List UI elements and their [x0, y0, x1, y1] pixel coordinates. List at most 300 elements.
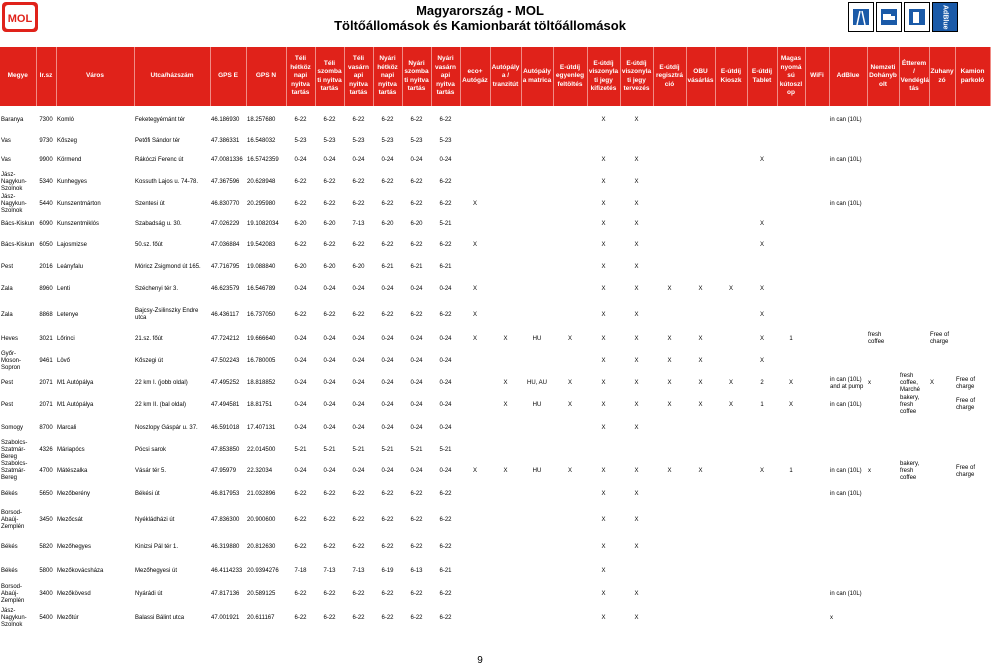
- table-cell: M1 Autópálya: [57, 401, 94, 408]
- table-cell: X: [759, 241, 764, 248]
- table-cell: Free of charge: [956, 464, 976, 478]
- road-icon: [848, 2, 874, 32]
- table-cell: 0-24: [381, 357, 394, 364]
- page-subtitle: Töltőállomások és Kamionbarát töltőállomások: [334, 18, 626, 33]
- table-cell: 0-24: [352, 357, 365, 364]
- table-cell: [899, 506, 929, 534]
- table-cell: 6-22: [381, 543, 394, 550]
- table-cell: 47.0081336: [211, 156, 243, 163]
- table-cell: 21.sz. főút: [135, 335, 163, 342]
- table-cell: 18.257680: [247, 116, 276, 123]
- table-cell: [929, 215, 955, 233]
- table-cell: 6-22: [352, 490, 365, 497]
- column-header: Utca/házszám: [134, 47, 210, 106]
- table-cell: [553, 582, 587, 606]
- table-cell: in can (10L): [830, 116, 862, 123]
- table-cell: [521, 134, 553, 148]
- table-cell: 0-24: [352, 468, 365, 474]
- table-cell: [955, 329, 990, 349]
- table-cell: X: [601, 543, 606, 550]
- table-cell: X: [472, 335, 477, 342]
- table-cell: [715, 506, 747, 534]
- table-cell: X: [567, 380, 572, 386]
- table-row: [0, 172, 990, 193]
- table-cell: 0-24: [323, 357, 336, 364]
- table-cell: [653, 534, 686, 560]
- table-cell: 9461: [39, 357, 53, 364]
- table-cell: [805, 482, 829, 506]
- fuel-pump-icon: [904, 2, 930, 32]
- table-cell: 20.900600: [247, 516, 276, 523]
- table-cell: [490, 172, 521, 193]
- table-cell: 0-24: [381, 468, 394, 474]
- table-cell: 6-22: [381, 241, 394, 248]
- column-header: AdBlue: [829, 47, 867, 106]
- table-cell: [867, 301, 899, 329]
- table-cell: X: [634, 401, 639, 408]
- table-cell: [867, 134, 899, 148]
- table-cell: [777, 215, 805, 233]
- table-cell: [653, 106, 686, 134]
- table-cell: X: [728, 380, 733, 386]
- table-cell: [867, 233, 899, 257]
- header-icons: [848, 2, 958, 32]
- table-cell: 6-22: [439, 516, 452, 523]
- column-header: GPS N: [246, 47, 286, 106]
- column-header: Kamion parkoló: [955, 47, 990, 106]
- table-cell: [460, 257, 490, 277]
- table-cell: 6-22: [439, 241, 452, 248]
- table-cell: [521, 277, 553, 301]
- table-cell: 6-22: [323, 590, 336, 597]
- table-cell: [867, 172, 899, 193]
- table-cell: 6-22: [352, 516, 365, 523]
- table-cell: 5-23: [439, 137, 452, 144]
- table-cell: 47.495252: [211, 380, 240, 386]
- table-cell: Zala: [1, 311, 13, 318]
- table-cell: 5-21: [439, 447, 452, 453]
- column-header: Téli vasárn api nyitva tartás: [344, 47, 373, 106]
- table-cell: Mezőkövesd: [57, 590, 91, 597]
- table-row: [0, 506, 990, 534]
- column-header: GPS E: [210, 47, 246, 106]
- table-cell: 47.836300: [211, 516, 240, 523]
- table-cell: 6-22: [352, 200, 365, 207]
- table-cell: 0-24: [439, 401, 452, 408]
- table-cell: [805, 106, 829, 134]
- table-cell: [867, 215, 899, 233]
- table-cell: X: [601, 335, 606, 342]
- table-cell: [686, 193, 715, 215]
- table-cell: [829, 329, 867, 349]
- table-cell: 6-22: [323, 179, 336, 185]
- table-cell: 47.853850: [211, 447, 240, 453]
- table-cell: Marcali: [57, 424, 77, 431]
- column-header: Nemzeti Dohányb olt: [867, 47, 899, 106]
- table-cell: 3021: [39, 335, 53, 342]
- table-cell: Kunhegyes: [57, 179, 88, 185]
- table-cell: 0-24: [294, 401, 307, 408]
- table-cell: X: [634, 468, 639, 474]
- table-cell: Borsod-Abaúj-Zemplén: [1, 583, 25, 604]
- table-row: [0, 482, 990, 506]
- table-cell: 5-21: [410, 447, 423, 453]
- table-cell: [955, 233, 990, 257]
- table-cell: 6-22: [323, 516, 336, 523]
- table-cell: 20.628948: [247, 179, 276, 185]
- table-cell: in can (10L) and at pump: [830, 376, 864, 390]
- table-cell: bakery, fresh coffee: [900, 394, 920, 415]
- table-cell: Mezőhegyesi út: [135, 567, 178, 574]
- table-cell: [553, 349, 587, 373]
- table-cell: X: [634, 263, 639, 270]
- table-cell: X: [601, 490, 606, 497]
- table-cell: 6-22: [323, 241, 336, 248]
- table-cell: [715, 106, 747, 134]
- table-cell: [777, 582, 805, 606]
- table-cell: [899, 534, 929, 560]
- table-cell: 47.716795: [211, 263, 240, 270]
- table-cell: [929, 560, 955, 582]
- table-cell: Körmend: [57, 156, 82, 163]
- table-cell: [777, 301, 805, 329]
- table-cell: [777, 560, 805, 582]
- table-cell: [899, 301, 929, 329]
- table-cell: 6-22: [410, 490, 423, 497]
- table-cell: 0-24: [352, 401, 365, 408]
- table-cell: 6-22: [410, 200, 423, 207]
- table-cell: [460, 394, 490, 416]
- table-cell: 6-22: [294, 116, 307, 123]
- table-cell: [899, 215, 929, 233]
- table-cell: 5-21: [323, 447, 336, 453]
- table-cell: [777, 172, 805, 193]
- table-cell: [521, 506, 553, 534]
- table-cell: [955, 106, 990, 134]
- table-cell: X: [759, 335, 764, 342]
- table-cell: Bács-Kiskun: [1, 220, 35, 227]
- table-cell: X: [634, 116, 639, 123]
- table-cell: Vas: [1, 137, 11, 144]
- table-cell: [955, 277, 990, 301]
- table-row: [0, 329, 990, 349]
- column-header: WiFi: [805, 47, 829, 106]
- table-cell: [460, 416, 490, 440]
- table-cell: [686, 301, 715, 329]
- table-cell: [929, 172, 955, 193]
- table-row: [0, 416, 990, 440]
- table-cell: X: [634, 156, 639, 163]
- table-cell: Komló: [57, 116, 75, 123]
- table-cell: [715, 134, 747, 148]
- table-cell: [829, 349, 867, 373]
- table-cell: 47.026229: [211, 220, 240, 227]
- table-cell: 46.591018: [211, 424, 240, 431]
- table-cell: X: [667, 468, 672, 474]
- table-cell: 47.95979: [211, 468, 237, 474]
- table-cell: [460, 482, 490, 506]
- table-cell: [553, 134, 587, 148]
- table-cell: M1 Autópálya: [57, 380, 94, 386]
- table-cell: X: [567, 335, 572, 342]
- table-cell: [805, 461, 829, 482]
- table-cell: 5800: [39, 567, 53, 574]
- table-cell: Free of charge: [956, 376, 976, 390]
- table-cell: [777, 277, 805, 301]
- table-cell: X: [759, 285, 764, 292]
- table-cell: Lövő: [57, 357, 71, 364]
- table-cell: 0-24: [323, 424, 336, 431]
- table-cell: 46.319880: [211, 543, 240, 550]
- table-cell: Bács-Kiskun: [1, 241, 35, 248]
- table-cell: [747, 534, 777, 560]
- table-cell: 6-22: [410, 241, 423, 248]
- table-cell: 0-24: [410, 468, 423, 474]
- table-cell: Jász-Nagykun-Szolnok: [1, 607, 27, 628]
- table-cell: 0-24: [410, 401, 423, 408]
- table-cell: [686, 506, 715, 534]
- table-cell: 6-20: [323, 220, 336, 227]
- table-cell: [715, 329, 747, 349]
- table-cell: [587, 134, 620, 148]
- table-cell: [460, 440, 490, 461]
- table-cell: [899, 277, 929, 301]
- table-cell: [805, 193, 829, 215]
- table-cell: [460, 506, 490, 534]
- table-cell: [899, 134, 929, 148]
- table-cell: [929, 606, 955, 630]
- table-cell: [715, 582, 747, 606]
- table-cell: X: [698, 401, 703, 408]
- table-cell: [955, 134, 990, 148]
- table-cell: 6-22: [352, 543, 365, 550]
- table-cell: X: [634, 543, 639, 550]
- table-cell: 6-22: [352, 241, 365, 248]
- table-cell: X: [759, 311, 764, 318]
- table-cell: [929, 349, 955, 373]
- table-cell: [829, 257, 867, 277]
- table-cell: 0-24: [439, 468, 452, 474]
- column-header: Megye: [0, 47, 36, 106]
- table-cell: [686, 440, 715, 461]
- table-row: [0, 440, 990, 461]
- table-cell: [553, 106, 587, 134]
- table-cell: 0-24: [323, 285, 336, 292]
- table-row: [0, 233, 990, 257]
- table-cell: 6-22: [352, 311, 365, 318]
- table-cell: [929, 301, 955, 329]
- table-cell: 0-24: [439, 285, 452, 292]
- table-cell: 5-23: [410, 137, 423, 144]
- table-cell: Vas: [1, 156, 11, 163]
- table-cell: [955, 534, 990, 560]
- table-cell: [686, 582, 715, 606]
- table-cell: 0-24: [381, 380, 394, 386]
- table-cell: 6-20: [352, 263, 365, 270]
- table-cell: [686, 215, 715, 233]
- table-cell: [460, 582, 490, 606]
- table-cell: [521, 106, 553, 134]
- table-cell: [829, 233, 867, 257]
- table-cell: Pócsi sarok: [135, 447, 167, 453]
- table-cell: 0-24: [381, 401, 394, 408]
- table-cell: 0-24: [410, 357, 423, 364]
- table-cell: [490, 148, 521, 172]
- table-cell: [955, 148, 990, 172]
- table-cell: 6-22: [410, 543, 423, 550]
- table-cell: 6-22: [410, 590, 423, 597]
- table-cell: [805, 440, 829, 461]
- table-cell: 22 km II. (bal oldal): [135, 401, 187, 408]
- table-cell: [829, 301, 867, 329]
- table-cell: in can (10L): [830, 490, 862, 497]
- table-row: [0, 148, 990, 172]
- table-cell: [929, 582, 955, 606]
- table-cell: 6-19: [381, 567, 394, 574]
- table-cell: [777, 134, 805, 148]
- column-header: Autópály a matrica: [521, 47, 553, 106]
- column-header: Nyári hétköz napi nyitva tartás: [373, 47, 402, 106]
- table-cell: [553, 301, 587, 329]
- table-cell: 8960: [39, 285, 53, 292]
- table-cell: X: [728, 401, 733, 408]
- page-header: [0, 3, 960, 33]
- table-cell: X: [567, 401, 572, 408]
- table-cell: [899, 106, 929, 134]
- table-cell: [867, 394, 899, 416]
- table-cell: [867, 440, 899, 461]
- table-cell: [686, 172, 715, 193]
- table-cell: X: [634, 424, 639, 431]
- table-cell: [929, 506, 955, 534]
- column-header: Téli hétköz napi nyitva tartás: [286, 47, 315, 106]
- table-cell: X: [930, 380, 935, 386]
- table-cell: [867, 193, 899, 215]
- table-cell: X: [601, 401, 606, 408]
- table-cell: X: [728, 285, 733, 292]
- table-cell: 0-24: [323, 401, 336, 408]
- table-cell: 6-20: [294, 220, 307, 227]
- table-row: [0, 134, 990, 148]
- table-cell: 0-24: [352, 335, 365, 342]
- table-cell: 9900: [39, 156, 53, 163]
- table-cell: [490, 416, 521, 440]
- table-cell: Jász-Nagykun-Szolnok: [1, 172, 27, 192]
- table-cell: 6-22: [410, 179, 423, 185]
- table-cell: X: [601, 200, 606, 207]
- table-cell: 6-22: [381, 179, 394, 185]
- table-cell: [715, 215, 747, 233]
- table-cell: [521, 215, 553, 233]
- table-cell: 6-22: [294, 179, 307, 185]
- table-cell: [955, 482, 990, 506]
- table-cell: in can (10L): [830, 200, 862, 207]
- table-cell: [521, 172, 553, 193]
- table-cell: 1: [789, 335, 793, 342]
- table-cell: [929, 257, 955, 277]
- table-cell: [899, 172, 929, 193]
- table-cell: [715, 193, 747, 215]
- column-header: Autópály a / tranzitút: [490, 47, 521, 106]
- table-cell: X: [472, 311, 477, 318]
- table-cell: 0-24: [294, 156, 307, 163]
- table-cell: [490, 606, 521, 630]
- table-cell: [521, 193, 553, 215]
- table-cell: 5820: [39, 543, 53, 550]
- table-cell: 0-24: [294, 285, 307, 292]
- table-cell: [867, 257, 899, 277]
- table-cell: Lajosmizse: [57, 241, 88, 248]
- table-cell: [777, 606, 805, 630]
- table-cell: Győr-Moson-Sopron: [1, 350, 22, 371]
- table-cell: 6-22: [410, 116, 423, 123]
- table-cell: 6-22: [323, 311, 336, 318]
- table-cell: [955, 582, 990, 606]
- table-cell: Lenti: [57, 285, 71, 292]
- table-cell: 47.724212: [211, 335, 240, 342]
- table-cell: 6-22: [410, 614, 423, 621]
- table-cell: 6-22: [352, 116, 365, 123]
- table-cell: 50.sz. főút: [135, 241, 163, 248]
- table-cell: [867, 506, 899, 534]
- table-cell: [747, 106, 777, 134]
- table-cell: [620, 134, 653, 148]
- table-cell: [829, 534, 867, 560]
- table-cell: 0-24: [439, 424, 452, 431]
- table-cell: X: [667, 285, 672, 292]
- column-header: E-útdíj egyenleg feltöltés: [553, 47, 587, 106]
- table-cell: [715, 461, 747, 482]
- table-cell: [715, 560, 747, 582]
- table-cell: 9730: [39, 137, 53, 144]
- table-cell: 46.817953: [211, 490, 240, 497]
- table-cell: 21.032896: [247, 490, 276, 497]
- table-cell: 0-24: [294, 335, 307, 342]
- table-cell: X: [667, 335, 672, 342]
- table-cell: [553, 257, 587, 277]
- table-cell: 6-22: [381, 516, 394, 523]
- table-cell: [653, 301, 686, 329]
- column-header: OBU vásárlás: [686, 47, 715, 106]
- table-cell: [829, 440, 867, 461]
- table-cell: x: [830, 614, 833, 621]
- table-cell: X: [601, 311, 606, 318]
- table-cell: 7-13: [323, 567, 336, 574]
- table-cell: [805, 148, 829, 172]
- table-cell: [955, 560, 990, 582]
- table-cell: X: [759, 357, 764, 364]
- table-cell: Mezőtúr: [57, 614, 79, 621]
- table-cell: X: [601, 241, 606, 248]
- table-cell: [805, 582, 829, 606]
- table-cell: [460, 606, 490, 630]
- table-cell: 6-22: [381, 590, 394, 597]
- table-cell: 0-24: [439, 335, 452, 342]
- table-cell: [899, 482, 929, 506]
- table-cell: 6-22: [381, 311, 394, 318]
- table-cell: 6-21: [381, 263, 394, 270]
- table-cell: [829, 560, 867, 582]
- table-cell: 0-24: [352, 424, 365, 431]
- table-cell: 47.386331: [211, 137, 240, 144]
- table-cell: 7-13: [352, 220, 365, 227]
- table-cell: [747, 416, 777, 440]
- table-cell: 0-24: [323, 380, 336, 386]
- table-cell: X: [759, 220, 764, 227]
- table-cell: [553, 193, 587, 215]
- table-cell: 20.611167: [247, 614, 275, 621]
- table-cell: 6-22: [294, 590, 307, 597]
